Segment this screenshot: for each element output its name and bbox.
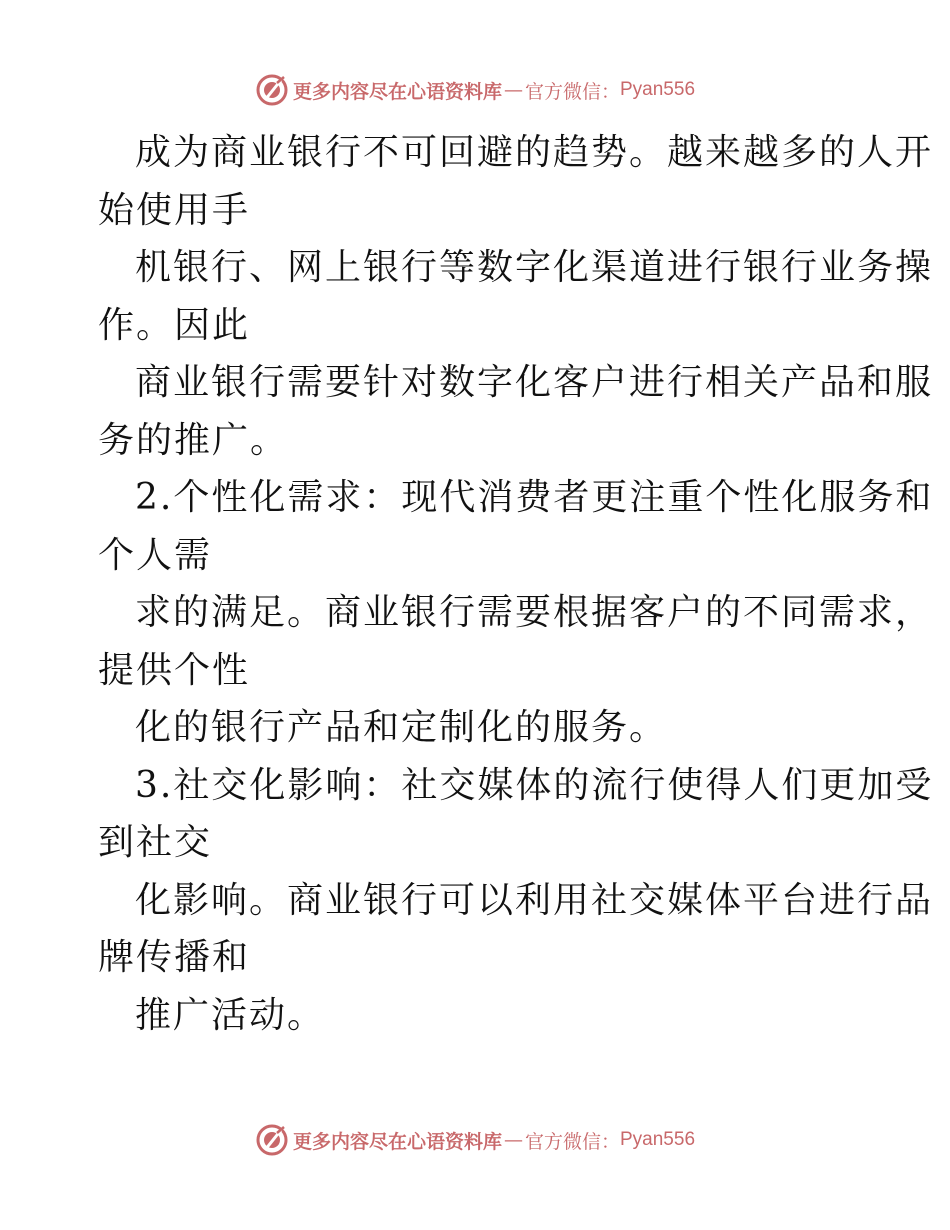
body-line: 3.社交化影响：社交媒体的流行使得人们更加受	[135, 764, 934, 806]
body-line: 求的满足。商业银行需要根据客户的不同需求，	[135, 592, 934, 633]
footer-banner	[0, 1120, 950, 1160]
brand-logo-icon	[255, 73, 289, 107]
document-body	[98, 124, 934, 1044]
header-wechat-id: Pyan556	[620, 79, 696, 100]
header-brand-text: 更多内容尽在心语资料库	[292, 80, 502, 103]
body-line: 到社交	[98, 822, 213, 863]
header-wechat-label: 官方微信：	[524, 80, 620, 103]
body-line: 推广活动。	[135, 994, 326, 1036]
brand-logo-icon	[255, 1123, 289, 1157]
body-line: 牌传播和	[98, 937, 251, 978]
body-line: 化影响。商业银行可以利用社交媒体平台进行品	[135, 879, 934, 921]
body-line: 2.个性化需求：现代消费者更注重个性化服务和	[135, 477, 934, 518]
footer-dash: —	[503, 1129, 523, 1151]
header-banner	[0, 70, 950, 110]
header-dash: —	[503, 79, 523, 101]
body-line: 个人需	[98, 534, 213, 576]
body-line: 作。因此	[98, 304, 251, 346]
footer-wechat-label: 官方微信：	[524, 1130, 620, 1153]
body-line: 机银行、网上银行等数字化渠道进行银行业务操	[135, 247, 934, 288]
body-line: 务的推广。	[98, 419, 289, 461]
body-line: 提供个性	[98, 649, 251, 691]
body-line: 商业银行需要针对数字化客户进行相关产品和服	[135, 362, 934, 403]
body-line: 成为商业银行不可回避的趋势。越来越多的人开	[135, 132, 934, 173]
footer-wechat-id: Pyan556	[620, 1129, 696, 1150]
body-line: 化的银行产品和定制化的服务。	[135, 707, 668, 748]
body-line: 始使用手	[98, 189, 251, 231]
footer-brand-text: 更多内容尽在心语资料库	[292, 1130, 502, 1153]
